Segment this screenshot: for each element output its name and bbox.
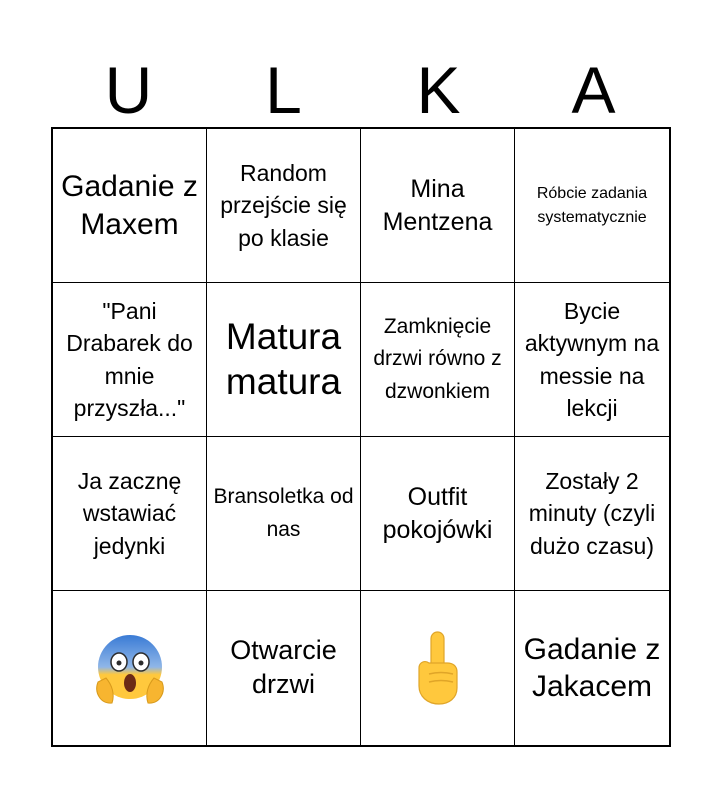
cell-text: Otwarcie drzwi (230, 635, 337, 699)
bingo-cell[interactable] (515, 437, 669, 591)
cell-text: Outfit pokojówki (382, 483, 493, 544)
cell-text: Zamknięcie drzwi równo z dzwonkiem (373, 314, 502, 403)
header-letter-l: L (265, 53, 302, 127)
cell-text: Random przejście się po klasie (220, 160, 347, 251)
bingo-cell[interactable] (53, 437, 207, 591)
cell-text: Bycie aktywnym na messie na lekcji (524, 298, 660, 421)
screaming-in-fear-emoji-icon (92, 630, 168, 706)
bingo-cell[interactable] (207, 129, 361, 283)
bingo-cell[interactable] (53, 591, 207, 745)
bingo-cell[interactable] (53, 283, 207, 437)
cell-text: "Pani Drabarek do mnie przyszła..." (66, 298, 193, 421)
bingo-grid (51, 127, 671, 747)
bingo-header (51, 52, 671, 128)
bingo-cell[interactable] (207, 283, 361, 437)
header-letter-u: U (104, 53, 153, 127)
bingo-cell[interactable] (53, 129, 207, 283)
cell-text: Gadanie z Jakacem (523, 632, 661, 703)
header-letter-a: A (571, 53, 616, 127)
bingo-cell[interactable] (361, 283, 515, 437)
header-letter-k: K (416, 53, 461, 127)
bingo-cell[interactable] (515, 283, 669, 437)
bingo-cell[interactable] (515, 591, 669, 745)
cell-text: Ja zacznę wstawiać jedynki (77, 468, 182, 559)
cell-text: Bransoletka od nas (213, 484, 354, 541)
bingo-cell[interactable] (207, 437, 361, 591)
cell-text: Gadanie z Maxem (61, 170, 198, 241)
bingo-cell[interactable] (515, 129, 669, 283)
bingo-cell[interactable] (361, 591, 515, 745)
bingo-cell[interactable] (361, 437, 515, 591)
cell-text: Róbcie zadania systematycznie (536, 184, 648, 226)
index-pointing-up-emoji-icon (407, 628, 469, 708)
cell-text: Mina Mentzena (382, 175, 493, 236)
cell-text: Matura matura (225, 316, 342, 402)
bingo-cell[interactable] (207, 591, 361, 745)
bingo-cell[interactable] (361, 129, 515, 283)
cell-text: Zostały 2 minuty (czyli dużo czasu) (528, 468, 656, 559)
